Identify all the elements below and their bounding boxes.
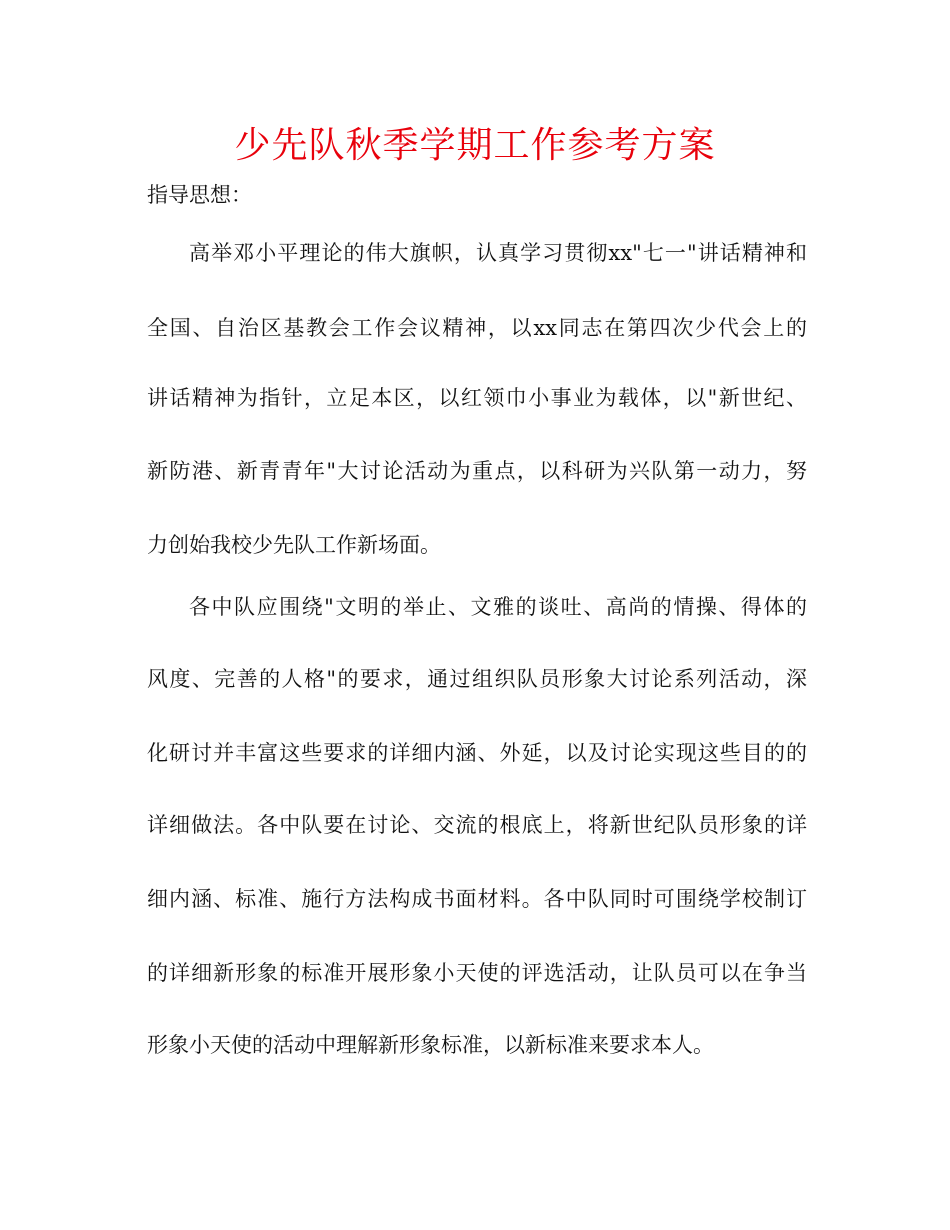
paragraph-2-line-4: 详细做法。各中队要在讨论、交流的根底上，将新世纪队员形象的详 — [147, 813, 807, 837]
paragraph-1-line-3: 讲话精神为指针，立足本区，以红领巾小事业为载体，以"新世纪、 — [147, 386, 807, 410]
paragraph-1-line-2: 全国、自治区基教会工作会议精神，以xx同志在第四次少代会上的 — [147, 316, 807, 340]
paragraph-2-line-2: 风度、完善的人格"的要求，通过组织队员形象大讨论系列活动，深 — [147, 667, 807, 691]
paragraph-1-line-1: 高举邓小平理论的伟大旗帜，认真学习贯彻xx"七一"讲话精神和 — [189, 241, 807, 265]
paragraph-1-line-4: 新防港、新青青年"大讨论活动为重点，以科研为兴队第一动力，努 — [147, 459, 807, 483]
paragraph-2-line-6: 的详细新形象的标准开展形象小天使的评选活动，让队员可以在争当 — [147, 961, 807, 985]
paragraph-2-line-1: 各中队应围绕"文明的举止、文雅的谈吐、高尚的情操、得体的 — [189, 595, 807, 619]
paragraph-2-line-7: 形象小天使的活动中理解新形象标准，以新标准来要求本人。 — [147, 1033, 714, 1057]
paragraph-2-line-5: 细内涵、标准、施行方法构成书面材料。各中队同时可围绕学校制订 — [147, 887, 807, 911]
paragraph-1-line-5: 力创始我校少先队工作新场面。 — [147, 533, 441, 557]
paragraph-2-line-3: 化研讨并丰富这些要求的详细内涵、外延，以及讨论实现这些目的的 — [147, 741, 807, 765]
section-heading: 指导思想： — [147, 183, 252, 207]
document-title: 少先队秋季学期工作参考方案 — [234, 125, 716, 166]
